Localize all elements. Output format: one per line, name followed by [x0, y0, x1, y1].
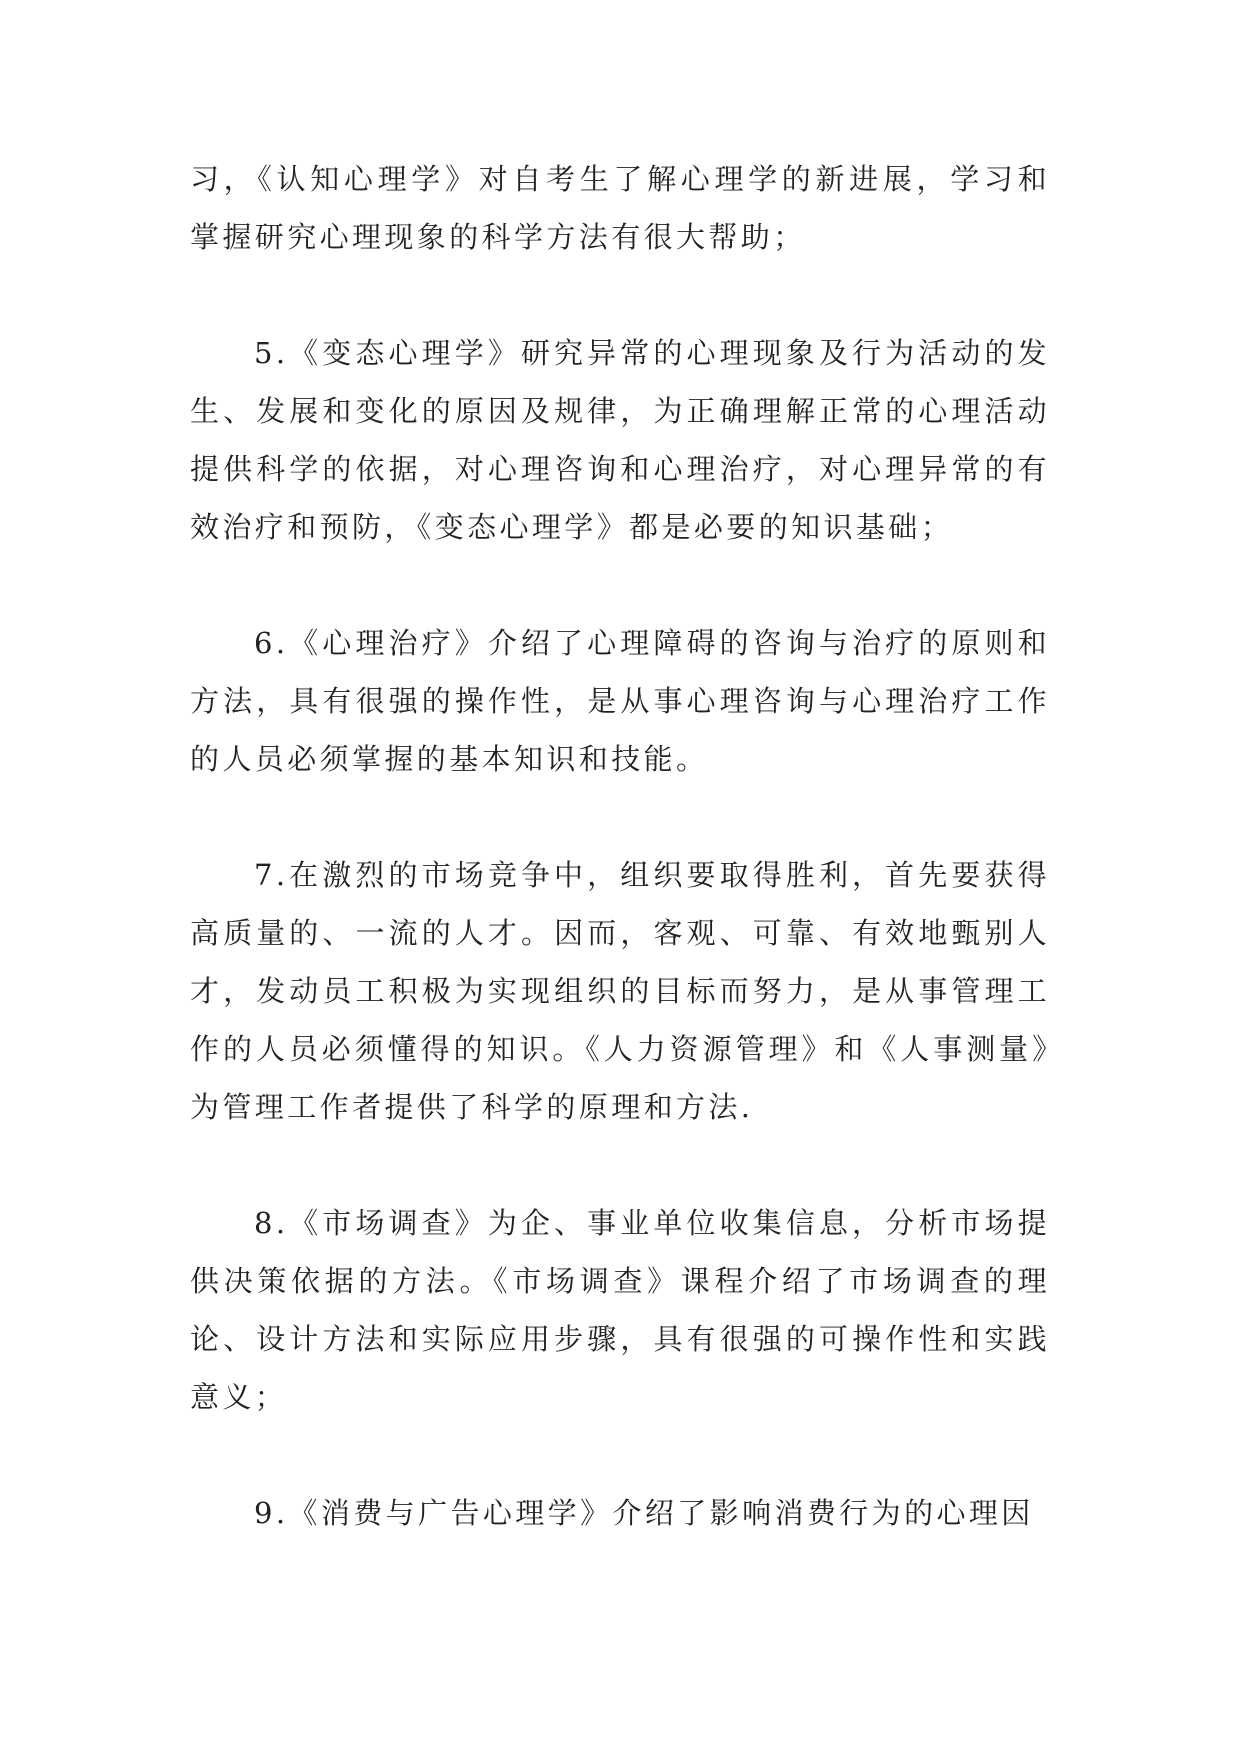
paragraph-item-7: 7.在激烈的市场竞争中，组织要取得胜利，首先要获得高质量的、一流的人才。因而，客观、可靠、有效地甄别人才，发动员工积极为实现组织的目标而努力，是从事管理工作的人员必须懂得的知识。《人力资源管理》和《人事测量》为管理工作者提供了科学的原理和方法. [190, 858, 1050, 1124]
paragraph-item-6: 6.《心理治疗》介绍了心理障碍的咨询与治疗的原则和方法，具有很强的操作性，是从事心理咨询与心理治疗工作的人员必须掌握的基本知识和技能。 [190, 626, 1050, 776]
document-body [190, 150, 1050, 1542]
paragraph-item-9: 9.《消费与广告心理学》介绍了影响消费行为的心理因 [254, 1496, 1034, 1530]
paragraph-item-5: 5.《变态心理学》研究异常的心理现象及行为活动的发生、发展和变化的原因及规律，为正确理解正常的心理活动提供科学的依据，对心理咨询和心理治疗，对心理异常的有效治疗和预防，《变态心理学》都是必要的知识基础； [190, 336, 1050, 544]
paragraph-continuation: 习，《认知心理学》对自考生了解心理学的新进展，学习和掌握研究心理现象的科学方法有很大帮助； [190, 162, 1050, 254]
paragraph-item-8: 8.《市场调查》为企、事业单位收集信息，分析市场提供决策依据的方法。《市场调查》课程介绍了市场调查的理论、设计方法和实际应用步骤，具有很强的可操作性和实践意义； [190, 1206, 1050, 1414]
